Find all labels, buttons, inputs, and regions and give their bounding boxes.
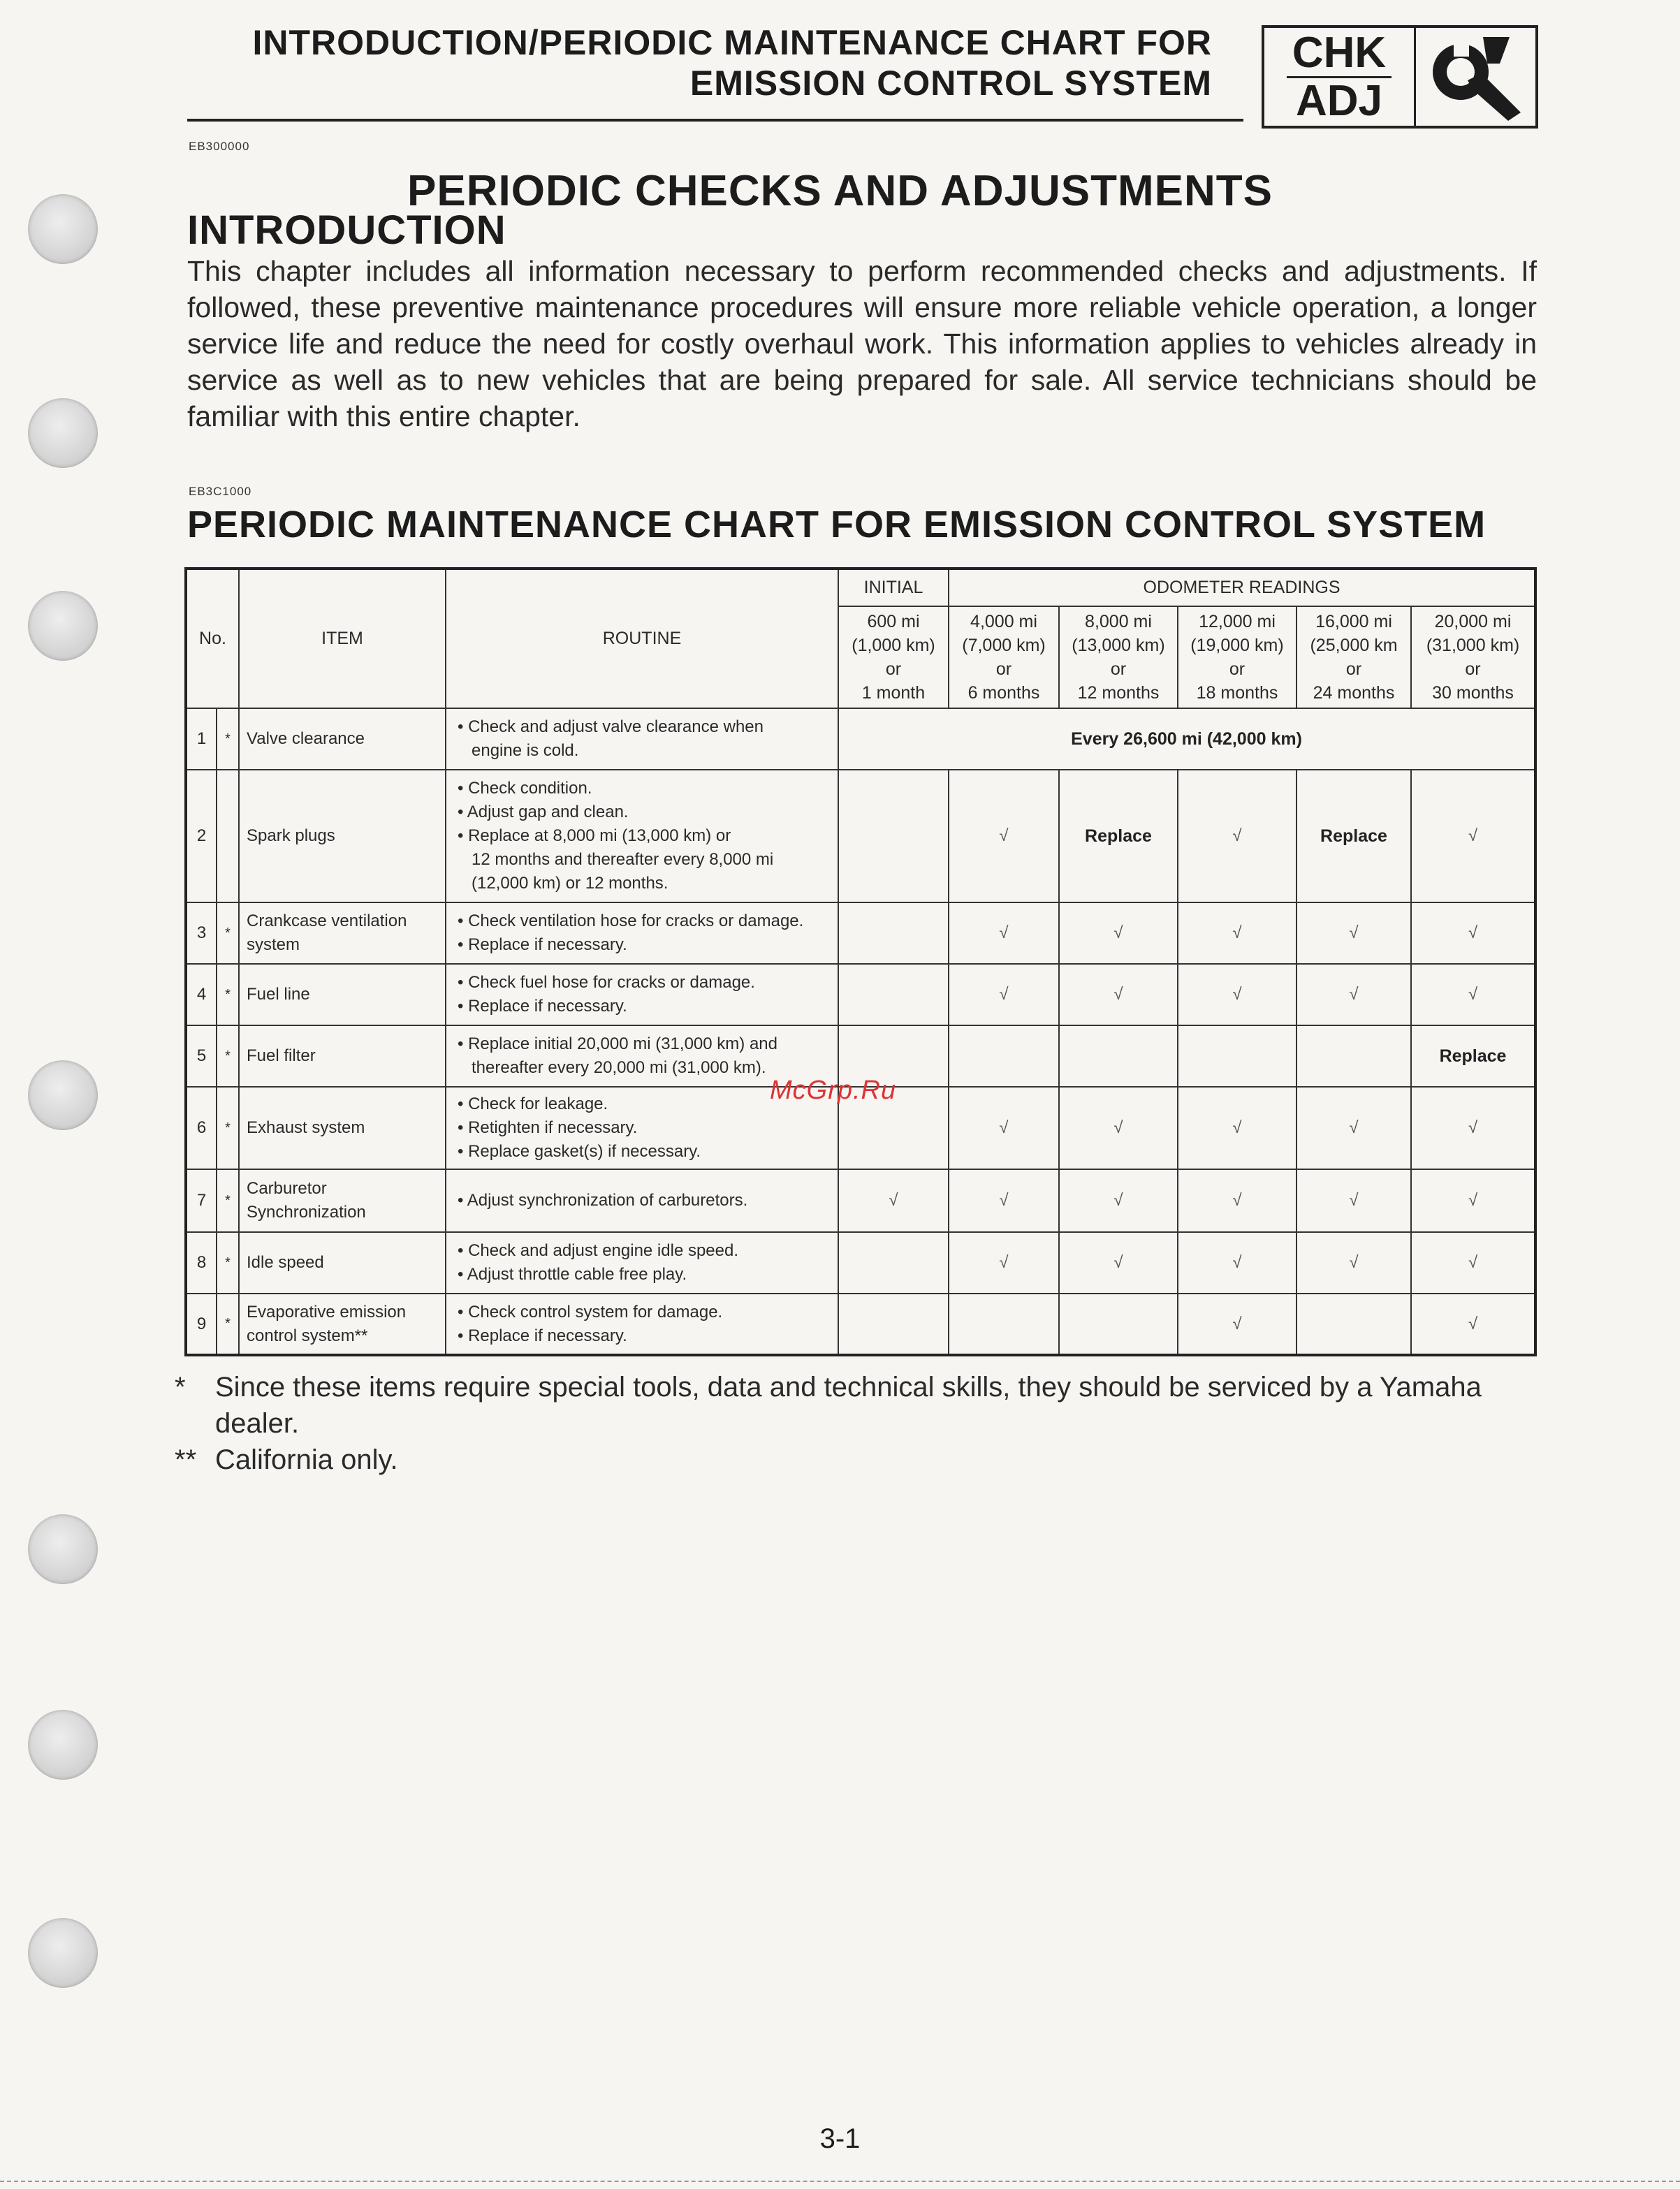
schedule-cell: √ [949, 902, 1059, 964]
row-number: 1 [186, 708, 217, 770]
interval-header-3 [1059, 606, 1178, 708]
binder-hole [28, 398, 98, 468]
row-number: 8 [186, 1232, 217, 1294]
row-item: Spark plugs [239, 770, 446, 902]
interval-line: or [1229, 659, 1246, 679]
interval-line: 600 mi [867, 612, 920, 631]
schedule-cell: Replace [1411, 1025, 1535, 1087]
interval-line: 18 months [1196, 683, 1278, 703]
chart-heading: PERIODIC MAINTENANCE CHART FOR EMISSION CONTROL SYSTEM [187, 504, 1487, 546]
row-asterisk: * [217, 1232, 239, 1294]
routine-line: • Check ventilation hose for cracks or damage. [458, 912, 804, 930]
routine-line: • Adjust throttle cable free play. [458, 1265, 687, 1284]
footnote-text: California only. [215, 1444, 398, 1475]
interval-line: 12 months [1077, 683, 1160, 703]
watermark: McGrp.Ru [770, 1076, 897, 1105]
col-header-initial: INITIAL [838, 569, 949, 606]
row-routine [446, 770, 838, 902]
interval-line: 16,000 mi [1315, 612, 1392, 631]
row-item: Fuel line [239, 964, 446, 1025]
binder-hole [28, 591, 98, 661]
page-title: PERIODIC CHECKS AND ADJUSTMENTS [407, 167, 1273, 215]
interval-line: or [1465, 659, 1481, 679]
schedule-cell [1059, 1294, 1178, 1355]
schedule-cell: √ [1178, 902, 1296, 964]
footnote-symbol: * [175, 1372, 186, 1403]
intro-paragraph: This chapter includes all information necessary to perform recommended checks and adjustments. If followed, these preventive maintenance procedures will ensure more reliable vehicle operation, a longer service life and reduce the need for costly overhaul work. This information applies to vehicles already in service as well as to new vehicles that are being prepared for sale. All service technicians should be familiar with this entire chapter. [187, 255, 1537, 432]
footnote-2 [175, 1442, 1528, 1478]
row-item: Carburetor Synchronization [239, 1169, 446, 1232]
schedule-cell: √ [1411, 1169, 1535, 1232]
interval-line: 12,000 mi [1199, 612, 1276, 631]
row-item: Evaporative emission control system** [239, 1294, 446, 1355]
section-badge [1262, 25, 1538, 129]
schedule-cell [1296, 1294, 1411, 1355]
interval-line: 4,000 mi [970, 612, 1037, 631]
row-schedule-span: Every 26,600 mi (42,000 km) [838, 708, 1535, 770]
schedule-cell: √ [1178, 1232, 1296, 1294]
interval-line: (31,000 km) [1426, 636, 1520, 655]
row-routine [446, 1169, 838, 1232]
wrench-icon [1416, 28, 1535, 126]
schedule-cell: √ [1296, 1087, 1411, 1169]
row-routine [446, 964, 838, 1025]
schedule-cell: √ [949, 964, 1059, 1025]
routine-line: (12,000 km) or 12 months. [472, 874, 669, 893]
row-item: Crankcase ventilation system [239, 902, 446, 964]
routine-line: • Check for leakage. [458, 1094, 608, 1113]
routine-line: • Check fuel hose for cracks or damage. [458, 973, 755, 992]
interval-line: (25,000 km [1310, 636, 1398, 655]
interval-line: (1,000 km) [852, 636, 935, 655]
routine-line: 12 months and thereafter every 8,000 mi [472, 850, 774, 869]
row-number: 4 [186, 964, 217, 1025]
schedule-cell [1059, 1025, 1178, 1087]
table-row [186, 770, 1535, 902]
page-number: 3-1 [819, 2123, 861, 2154]
col-header-odometer: ODOMETER READINGS [949, 569, 1535, 606]
interval-line: 24 months [1313, 683, 1395, 703]
schedule-cell: √ [1178, 770, 1296, 902]
binder-hole [28, 1060, 98, 1130]
section-code: EB300000 [189, 140, 250, 153]
schedule-cell: √ [1296, 1232, 1411, 1294]
running-header [252, 22, 1212, 103]
routine-line: • Adjust synchronization of carburetors. [458, 1191, 748, 1210]
interval-header-2 [949, 606, 1059, 708]
schedule-cell [838, 1232, 949, 1294]
schedule-cell: √ [1296, 964, 1411, 1025]
schedule-cell [838, 964, 949, 1025]
routine-line: • Retighten if necessary. [458, 1118, 638, 1137]
interval-line: 6 months [967, 683, 1040, 703]
interval-line: or [1110, 659, 1127, 679]
footnote-1 [175, 1369, 1528, 1442]
schedule-cell: √ [1059, 964, 1178, 1025]
schedule-cell [1178, 1025, 1296, 1087]
row-asterisk: * [217, 1087, 239, 1169]
interval-line: or [995, 659, 1012, 679]
row-number: 7 [186, 1169, 217, 1232]
routine-line: thereafter every 20,000 mi (31,000 km). [472, 1058, 766, 1077]
interval-line: or [1345, 659, 1362, 679]
row-number: 3 [186, 902, 217, 964]
schedule-cell: √ [1059, 902, 1178, 964]
row-asterisk [217, 770, 239, 902]
routine-line: • Check control system for damage. [458, 1302, 723, 1322]
row-item: Exhaust system [239, 1087, 446, 1169]
schedule-cell: √ [1411, 770, 1535, 902]
routine-line: • Adjust gap and clean. [458, 803, 629, 821]
interval-line: or [885, 659, 902, 679]
schedule-cell [838, 902, 949, 964]
routine-line: • Check and adjust valve clearance when [458, 717, 764, 736]
col-header-routine: ROUTINE [446, 569, 838, 708]
row-routine [446, 708, 838, 770]
interval-line: 30 months [1432, 683, 1514, 703]
interval-line: 1 month [861, 683, 926, 703]
maintenance-chart [184, 567, 1537, 1356]
row-routine [446, 902, 838, 964]
bottom-rule [0, 2181, 1680, 2182]
interval-header-4 [1178, 606, 1296, 708]
schedule-cell: √ [1178, 1169, 1296, 1232]
interval-line: (7,000 km) [962, 636, 1046, 655]
schedule-cell: √ [1411, 964, 1535, 1025]
schedule-cell: √ [1178, 1294, 1296, 1355]
row-asterisk: * [217, 708, 239, 770]
binder-hole [28, 1514, 98, 1584]
row-item: Idle speed [239, 1232, 446, 1294]
row-number: 2 [186, 770, 217, 902]
routine-line: • Replace if necessary. [458, 935, 627, 954]
schedule-cell: √ [949, 1087, 1059, 1169]
interval-header-6 [1411, 606, 1535, 708]
row-number: 6 [186, 1087, 217, 1169]
row-asterisk: * [217, 1025, 239, 1087]
table-row [186, 1169, 1535, 1232]
schedule-cell: √ [838, 1169, 949, 1232]
row-asterisk: * [217, 1294, 239, 1355]
schedule-cell: √ [1178, 964, 1296, 1025]
schedule-cell: √ [1059, 1087, 1178, 1169]
routine-line: • Replace gasket(s) if necessary. [458, 1142, 701, 1161]
schedule-cell: √ [1411, 1294, 1535, 1355]
schedule-cell: √ [1296, 902, 1411, 964]
row-item: Fuel filter [239, 1025, 446, 1087]
interval-line: (19,000 km) [1190, 636, 1284, 655]
binder-hole [28, 1918, 98, 1988]
schedule-cell: √ [1296, 1169, 1411, 1232]
row-routine [446, 1294, 838, 1355]
routine-line: • Replace initial 20,000 mi (31,000 km) and [458, 1034, 777, 1053]
schedule-cell: Replace [1296, 770, 1411, 902]
schedule-cell: √ [949, 1169, 1059, 1232]
row-number: 9 [186, 1294, 217, 1355]
row-asterisk: * [217, 902, 239, 964]
table-row [186, 964, 1535, 1025]
table-row [186, 1232, 1535, 1294]
row-number: 5 [186, 1025, 217, 1087]
col-header-item: ITEM [239, 569, 446, 708]
interval-line: 8,000 mi [1085, 612, 1152, 631]
schedule-cell [1296, 1025, 1411, 1087]
schedule-cell [838, 770, 949, 902]
binder-hole [28, 1710, 98, 1780]
intro-heading: INTRODUCTION [187, 207, 506, 253]
schedule-cell: √ [1411, 902, 1535, 964]
row-asterisk: * [217, 964, 239, 1025]
table-row [186, 902, 1535, 964]
footnote-symbol: ** [175, 1444, 197, 1475]
table-row [186, 1294, 1535, 1355]
schedule-cell [949, 1294, 1059, 1355]
routine-line: • Check and adjust engine idle speed. [458, 1241, 739, 1260]
header-line-2: EMISSION CONTROL SYSTEM [689, 64, 1212, 103]
chart-code: EB3C1000 [189, 485, 252, 498]
badge-bottom: ADJ [1295, 76, 1383, 125]
badge-top: CHK [1292, 28, 1387, 77]
schedule-cell: Replace [1059, 770, 1178, 902]
footnote-text: Since these items require special tools, data and technical skills, they should be serviced by a Yamaha dealer. [215, 1372, 1482, 1439]
header-line-1: INTRODUCTION/PERIODIC MAINTENANCE CHART FOR [252, 23, 1212, 62]
badge-text [1264, 28, 1416, 126]
routine-line: • Replace at 8,000 mi (13,000 km) or [458, 826, 731, 845]
routine-line: engine is cold. [472, 741, 579, 760]
col-header-no: No. [186, 569, 239, 708]
row-item: Valve clearance [239, 708, 446, 770]
schedule-cell: √ [1178, 1087, 1296, 1169]
interval-header-1 [838, 606, 949, 708]
schedule-cell [838, 1294, 949, 1355]
interval-line: (13,000 km) [1072, 636, 1165, 655]
schedule-cell: √ [1411, 1232, 1535, 1294]
routine-line: • Replace if necessary. [458, 997, 627, 1016]
header-rule [187, 119, 1243, 122]
schedule-cell: √ [949, 770, 1059, 902]
routine-line: • Check condition. [458, 779, 592, 798]
schedule-cell: √ [949, 1232, 1059, 1294]
interval-line: 20,000 mi [1434, 612, 1512, 631]
table-row [186, 708, 1535, 770]
interval-header-5 [1296, 606, 1411, 708]
schedule-cell [949, 1025, 1059, 1087]
schedule-cell: √ [1059, 1169, 1178, 1232]
routine-line: • Replace if necessary. [458, 1326, 627, 1345]
row-asterisk: * [217, 1169, 239, 1232]
row-routine [446, 1232, 838, 1294]
schedule-cell: √ [1059, 1232, 1178, 1294]
schedule-cell: √ [1411, 1087, 1535, 1169]
